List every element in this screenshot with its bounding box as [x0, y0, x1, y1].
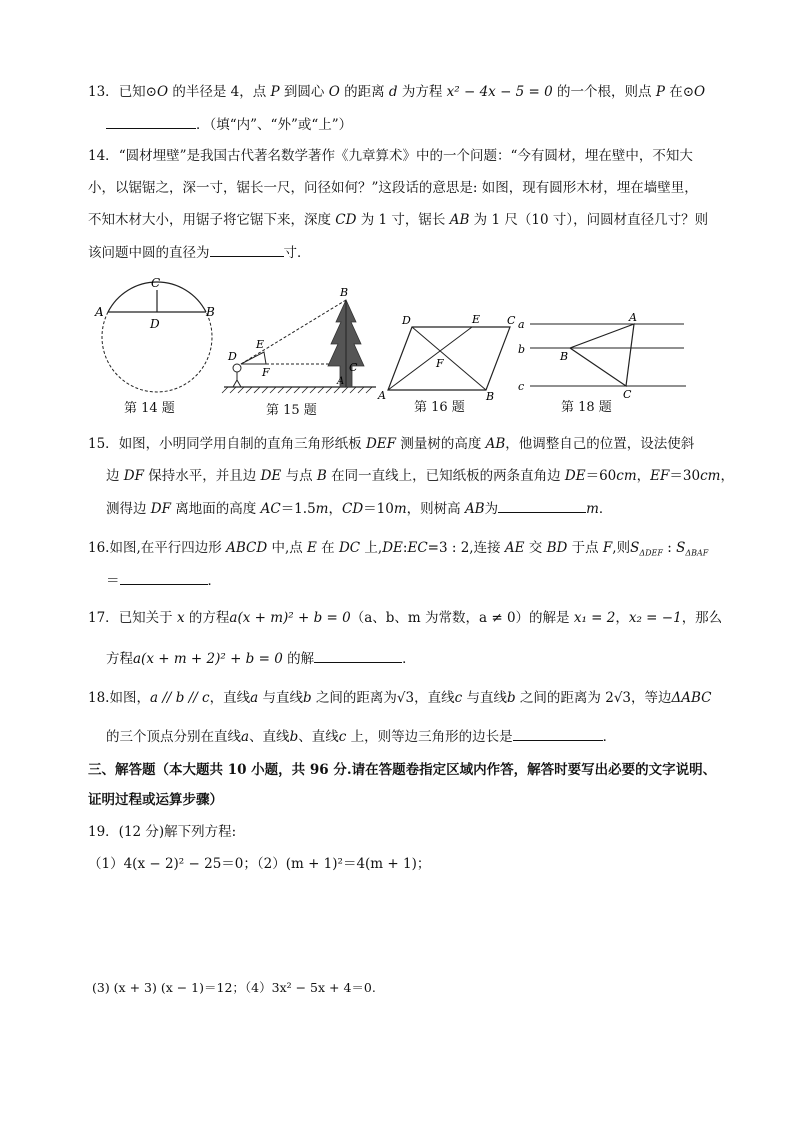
- q15-line3: 测得边 DF 离地面的高度 AC＝1.5m，CD＝10m，则树高 AB为 m．: [106, 498, 612, 519]
- figure-18: [518, 311, 686, 401]
- q18-answer-blank[interactable]: [513, 726, 603, 741]
- f16-label-b: B: [486, 390, 495, 403]
- q16-answer-blank[interactable]: [120, 570, 208, 585]
- q14-line2: 小，以锯锯之，深一寸，锯长一尺，问径如何？”这段话的意思是: 如图，现有圆形木材，埋在墙壁里，: [88, 180, 698, 196]
- f16-label-f: F: [436, 357, 444, 370]
- f18-label-line-b: b: [518, 343, 526, 356]
- q17-line1: 17．已知关于 x 的方程a(x + m)² + b = 0（a、b、m 为常数，a ≠ 0）的解是 x₁ = 2，x₂ = −1，那么: [88, 610, 723, 626]
- figure-14: [94, 276, 215, 392]
- q14-answer-blank[interactable]: [210, 242, 284, 257]
- f18-caption: 第 18 题: [561, 400, 612, 415]
- figure-15: [222, 286, 376, 393]
- f16-caption: 第 16 题: [414, 400, 465, 415]
- q14-line4: 该问题中圆的直径为 寸．: [88, 242, 311, 263]
- q14-line1: 14．“圆材埋壁”是我国古代著名数学著作《九章算术》中的一个问题：“今有圆材，埋在壁中，不知大: [88, 148, 693, 164]
- f15-caption: 第 15 题: [266, 403, 317, 418]
- q14-line3: 不知木材大小，用锯子将它锯下来，深度 CD 为 1 寸，锯长 AB 为 1 尺（10 寸），问圆材直径几寸？则: [88, 212, 709, 228]
- q19-heading: 19．(12 分)解下列方程:: [88, 824, 237, 840]
- f16-label-d: D: [402, 314, 411, 327]
- q17-answer-blank[interactable]: [314, 648, 402, 663]
- f14-label-c: C: [151, 276, 161, 290]
- section3-heading-line1: 三、解答题（本大题共 10 小题，共 96 分.请在答题卷指定区域内作答，解答时要写出必要的文字说明、: [88, 762, 717, 778]
- f15-label-a: A: [337, 376, 345, 387]
- f15-label-b: B: [340, 286, 349, 299]
- q16-line1: 16.如图,在平行四边形 ABCD 中,点 E 在 DC 上,DE:EC=3 : 2,连接 AE 交 BD 于点 F,则$S_{\Delta DEF}$ : $S_{\Delta BAF}$: [88, 540, 709, 558]
- figure-16: [377, 313, 516, 403]
- f18-label-line-c: c: [518, 380, 525, 393]
- q13-line1: 13．已知⊙O 的半径是 4，点 P 到圆心 O 的距离 d 为方程 x² − 4x − 5 = 0 的一个根，则点 P 在⊙O: [88, 84, 706, 100]
- q15-line1: 15．如图，小明同学用自制的直角三角形纸板 DEF 测量树的高度 AB，他调整自己的位置，设法使斜: [88, 436, 695, 452]
- q18-line2: 的三个顶点分别在直线a、直线b、直线c 上，则等边三角形的边长是 ．: [106, 726, 616, 747]
- f16-label-a: A: [378, 389, 386, 402]
- f15-label-e: E: [256, 338, 265, 351]
- f18-label-b: B: [560, 350, 569, 363]
- q19-parts-3-4: (3) (x + 3) (x − 1)＝12；（4）3x² − 5x + 4＝0.: [92, 980, 376, 995]
- f14-label-d: D: [150, 317, 160, 331]
- f18-label-c: C: [623, 388, 632, 401]
- f16-label-c: C: [507, 314, 516, 327]
- f15-label-d: D: [228, 350, 237, 363]
- section3-heading-line2: 证明过程或运算步骤）: [88, 792, 223, 808]
- q15-line2: 边 DF 保持水平，并且边 DE 与点 B 在同一直线上，已知纸板的两条直角边 DE＝60cm，EF＝30cm，: [106, 468, 734, 484]
- f14-label-a: A: [95, 305, 104, 319]
- q13-line2: ．（填“内”、“外”或“上”）: [106, 114, 352, 135]
- figures-row: [0, 272, 794, 412]
- q17-line2: 方程a(x + m + 2)² + b = 0 的解 ．: [106, 648, 416, 669]
- f14-label-b: B: [206, 305, 215, 319]
- q13-answer-blank[interactable]: [106, 114, 196, 129]
- q19-parts-1-2: （1）4(x − 2)² − 25＝0；（2）(m + 1)²＝4(m + 1)；: [88, 856, 431, 872]
- q16-line2: ＝ ．: [106, 570, 221, 591]
- f15-label-c: C: [349, 361, 358, 374]
- f18-label-a: A: [629, 311, 637, 324]
- f18-label-line-a: a: [518, 318, 525, 331]
- f14-caption: 第 14 题: [124, 401, 175, 416]
- f15-label-f: F: [262, 366, 270, 379]
- q15-answer-blank[interactable]: [498, 498, 586, 513]
- f16-label-e: E: [472, 313, 481, 326]
- q18-line1: 18.如图，a // b // c，直线a 与直线b 之间的距离为√3，直线c 与直线b 之间的距离为 2√3，等边ΔABC: [88, 690, 712, 706]
